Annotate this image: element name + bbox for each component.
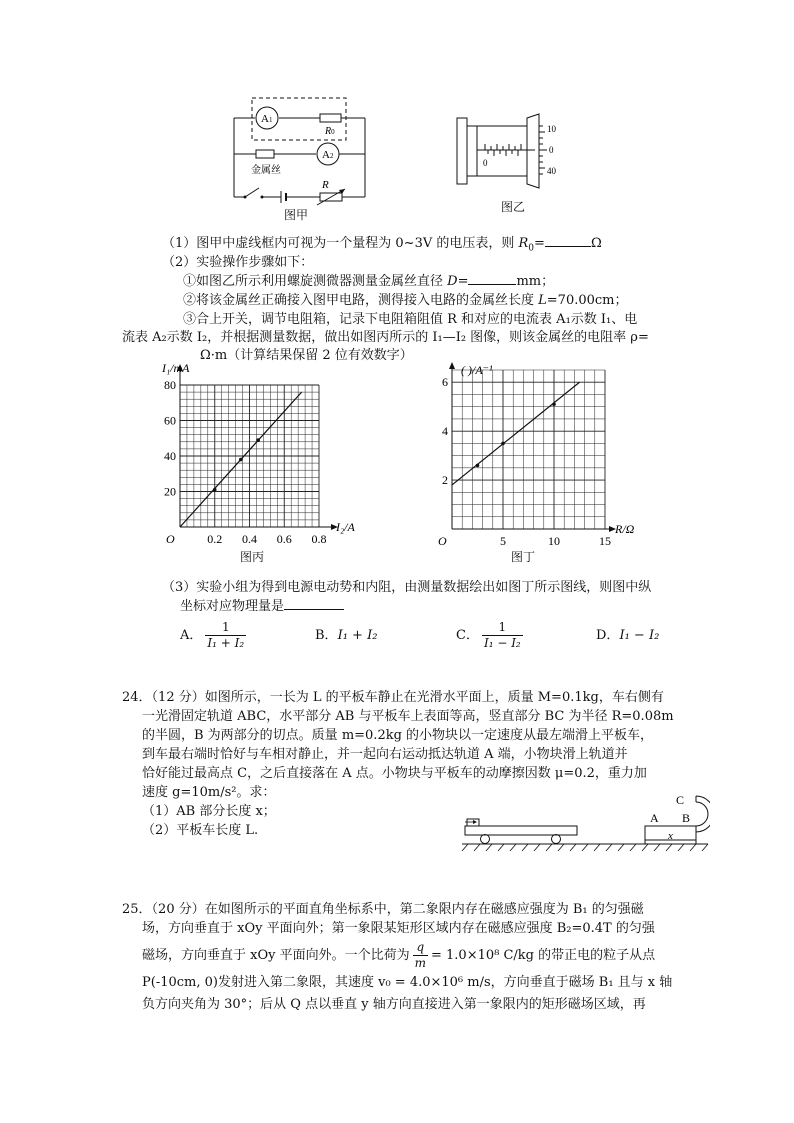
fig-bing-caption: 图丙 <box>239 550 264 564</box>
y-tick-label: 2 <box>442 473 448 488</box>
x-tick-label: 15 <box>599 534 611 548</box>
q25-line5: 负方向夹角为 30°；后从 Q 点以垂直 y 轴方向直接进入第一象限内的矩形磁场区域，再 <box>142 997 646 1012</box>
q24-line6: 速度 g=10m/s²。求： <box>142 785 276 800</box>
y-axis-arrow <box>449 362 455 369</box>
q24-question1: （1）AB 部分长度 x； <box>142 804 276 819</box>
answer-blank-r0[interactable] <box>545 246 591 247</box>
q25-line3: 磁场，方向垂直于 xOy 平面向外。一个比荷为 $\frac{q}{m}$ = 1.0×10⁸ C/kg 的带正电的粒子从点 <box>142 940 656 970</box>
label-c: C <box>676 793 685 807</box>
q25-line1: 25．（20 分）在如图所示的平面直角坐标系中，第二象限内存在磁感应强度为 B₁ 的匀强磁 <box>122 902 644 917</box>
q23-part2-header: （2）实验操作步骤如下： <box>162 255 314 270</box>
y-tick-label: 20 <box>164 484 176 499</box>
y-tick-label: 4 <box>442 424 448 439</box>
q25-line4: P(-10cm, 0)发射进入第二象限，其速度 v₀ = 4.0×10⁶ m/s，方向垂直于磁场 B₁ 且与 x 轴 <box>142 975 673 990</box>
thimble-0: 0 <box>549 145 554 155</box>
q23-step3-line3: Ω·m（计算结果保留 2 位有效数字） <box>200 348 413 363</box>
q23-step3-line2: 流表 A₂示数 I₂，并根据测量数据，做出如图丙所示的 I₁—I₂ 图像，则该金属丝的电阻率 ρ= <box>122 330 649 345</box>
x-tick-label: 5 <box>500 534 506 548</box>
y-tick-label: 40 <box>164 449 176 463</box>
data-point <box>256 438 260 442</box>
y-axis-label: ( )/A⁻¹ <box>461 363 493 377</box>
q23-step2: ②将该金属丝正确接入图甲电路，测得接入电路的金属丝长度 L=70.00cm； <box>183 293 628 308</box>
data-point <box>213 488 217 492</box>
q24-line2: 一光滑固定轨道 ABC，水平部分 AB 与平板车上表面等高，竖直部分 BC 为半径 R=0.08m <box>142 709 674 724</box>
data-point <box>552 402 556 406</box>
label-a: A <box>650 811 659 825</box>
q23-step3-line1: ③合上开关，调节电阻箱，记录下电阻箱阻值 R 和对应的电流表 A₁示数 I₁、电 <box>183 312 638 327</box>
thimble-40: 40 <box>547 166 556 176</box>
answer-blank-ordinate[interactable] <box>284 609 344 610</box>
answer-blank-d[interactable] <box>468 284 516 285</box>
fig-ding-caption: 图丁 <box>510 550 535 564</box>
main-scale-0: 0 <box>483 158 488 168</box>
option-d[interactable]: D．I₁ − I₂ <box>596 628 660 643</box>
option-c[interactable]: C． $\frac{1}{\text{I₁ − I₂}}$ <box>456 620 521 650</box>
q24-line4: 到车最右端时恰好与车相对静止，并一起向右运动抵达轨道 A 端，小物块滑上轨道并 <box>142 747 628 762</box>
fig-yi-caption: 图乙 <box>500 200 525 214</box>
micrometer-fig-yi <box>455 112 575 192</box>
option-a[interactable]: A． $\frac{1}{\text{I₁ + I₂}}$ <box>180 620 245 650</box>
series-line <box>452 382 580 485</box>
label-b: B <box>682 811 691 825</box>
q23-part3-line1: （3）实验小组为得到电源电动势和内阻，由测量数据绘出如图丁所示图线，则图中纵 <box>162 580 652 595</box>
chart-fig-bing <box>150 360 370 550</box>
q23-part1: （1）图甲中虚线框内可视为一个量程为 0~3V 的电压表，则 $R_0= \Omega$ <box>162 236 602 254</box>
origin-label: O <box>166 532 175 546</box>
a1-label: A1 <box>261 113 273 125</box>
data-point <box>501 442 505 446</box>
y-tick-label: 60 <box>164 413 176 428</box>
x-tick-label: 0.6 <box>276 532 292 546</box>
x-axis-label: R/Ω <box>615 522 635 536</box>
a2-label: A2 <box>322 149 334 161</box>
x-tick-label: 0.4 <box>242 532 257 546</box>
fig-jia-caption: 图甲 <box>283 208 308 222</box>
y-tick-label: 6 <box>442 375 448 390</box>
q24-line5: 恰好能过最高点 C，之后直接落在 A 点。小物块与平板车的动摩擦因数 μ=0.2，重力加 <box>142 766 647 781</box>
q23-step1: ①如图乙所示利用螺旋测微器测量金属丝直径 D= mm； <box>183 274 555 289</box>
x-tick-label: 10 <box>548 534 560 548</box>
thimble-10: 10 <box>547 124 556 134</box>
wire-label: 金属丝 <box>251 165 281 176</box>
x-tick-label: 0.8 <box>311 532 327 546</box>
option-b[interactable]: B．I₁ + I₂ <box>315 628 378 643</box>
q24-line3: 的半圆，B 为两部分的切点。质量 m=0.2kg 的小物块以一定速度从最左端滑上平板车， <box>142 728 654 743</box>
data-point <box>476 464 480 468</box>
data-point <box>239 458 243 462</box>
x-axis-label: I₂/A <box>336 520 355 534</box>
x-tick-label: 0.2 <box>207 532 223 546</box>
r0-label: R0 <box>325 126 335 137</box>
label-x: x <box>668 830 673 842</box>
y-tick-label: 80 <box>164 378 176 392</box>
chart-fig-ding <box>425 362 640 550</box>
q24-line1: 24．（12 分）如图所示，一长为 L 的平板车静止在光滑水平面上，质量 M=0.1kg，车右侧有 <box>122 690 664 705</box>
origin-label: O <box>438 534 447 548</box>
cart-track-diagram <box>460 760 710 855</box>
q24-question2: （2）平板车长度 L. <box>142 823 259 838</box>
y-axis-label: I₁/mA <box>162 361 190 375</box>
q23-part3-line2: 坐标对应物理量是 <box>180 597 344 616</box>
q25-line2: 场，方向垂直于 xOy 平面向外；第一象限某矩形区域内存在磁感应强度 B₂=0.4T 的匀强 <box>142 921 655 936</box>
r-label: R <box>322 179 329 191</box>
